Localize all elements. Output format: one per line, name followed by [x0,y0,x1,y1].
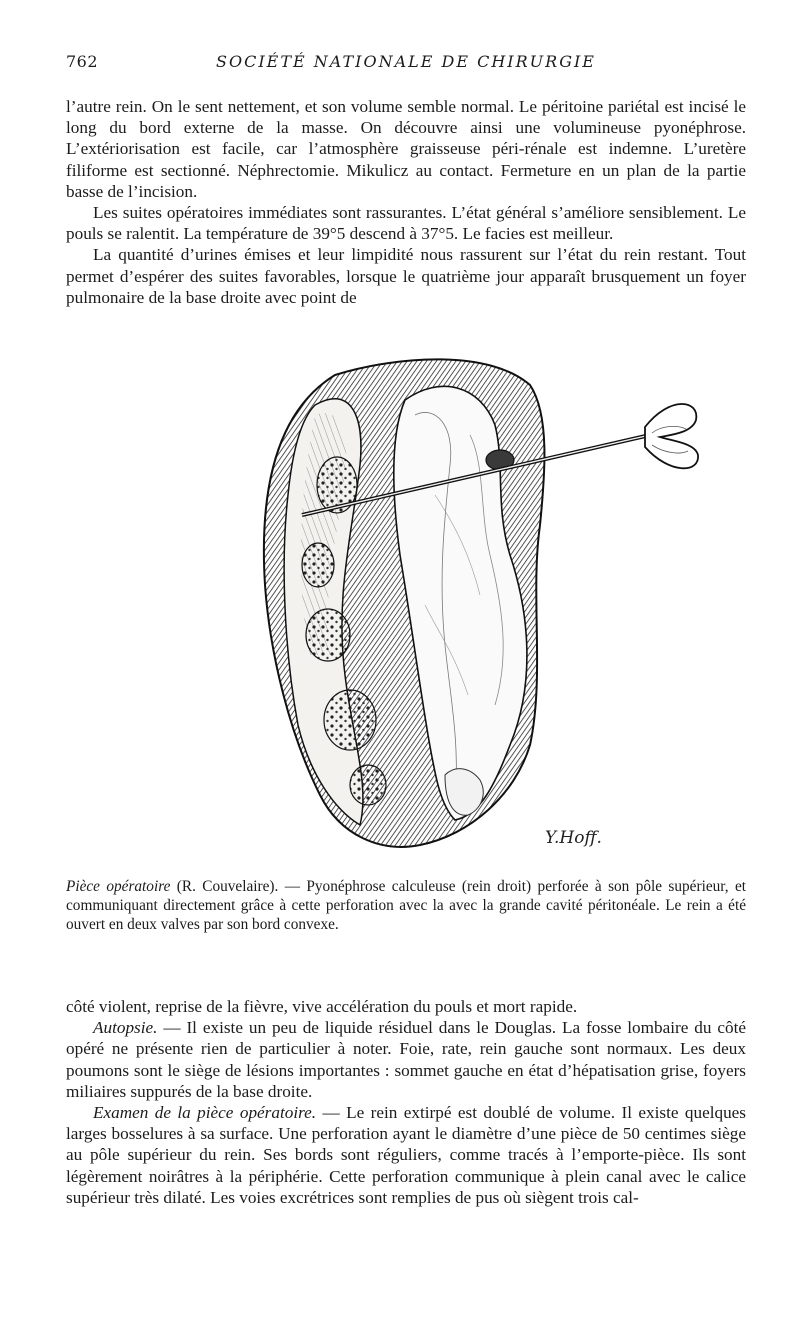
examen-lead: Examen de la pièce opératoire. [93,1103,317,1123]
calculus-2 [302,543,334,587]
probe-handle [645,404,698,468]
autopsie-text: — Il existe un peu de liquide résiduel dans le Douglas. La fosse lombaire du côté opéré ne présente rien de particulier à noter. Foie, rate, rein gauche sont normaux. Les deux poumons sont le siège de lésions importantes : sommet gauche en état d’hépatisation grise, foyers miliaires suppurés de la base droite. [66,1018,746,1101]
calculus-3 [306,609,350,661]
figure-caption [66,877,746,934]
kidney-specimen-figure [240,355,720,865]
paragraph-1: l’autre rein. On le sent nettement, et son volume semble normal. Le péritoine pariétal est incisé le long du bord externe de la masse. On découvre ainsi une volumineuse pyonéphrose. L’extériorisation est facile, car l’atmosphère graisseuse péri-rénale est indemne. L’uretère filiforme est sectionné. Néphrectomie. Mikulicz au contact. Fermeture en un plan de la partie basse de l’incision. [66,97,746,201]
page-header [66,52,746,74]
calculus-4 [324,690,376,750]
running-title: SOCIÉTÉ NATIONALE DE CHIRURGIE [216,52,596,71]
paragraph-autopsie [66,1017,746,1102]
paragraph-3: La quantité d’urines émises et leur limpidité nous rassurent sur l’état du rein restant. Tout permet d’espérer des suites favorables, lorsque le quatrième jour apparaît brusquement un foyer pulmonaire de la base droite avec point de [66,245,746,307]
artist-signature: Y.Hoff. [545,828,602,848]
examen-text: — Le rein extirpé est doublé de volume. Il existe quelques larges bosselures à sa surface. Une perforation ayant le diamètre d’une pièce de 50 centimes siège au pôle supérieur du rein. Ses bords sont réguliers, comme tracés à l’emporte-pièce. Ils sont légèrement noirâtres à la périphérie. Cette perforation communique à plein canal avec le calice supérieur très dilaté. Les voies excrétrices sont remplies de pus où siègent trois cal- [66,1103,747,1207]
kidney-illustration [240,355,720,865]
page-number: 762 [66,52,99,71]
autopsie-lead: Autopsie. [93,1018,158,1038]
calculus-5 [350,765,386,805]
paragraph-4: côté violent, reprise de la fièvre, vive accélération du pouls et mort rapide. [66,997,578,1016]
caption-text: (R. Couvelaire). — Pyonéphrose calculeuse (rein droit) perforée à son pôle supérieur, et communiquant directement grâce à cette perforation avec la avec la grande cavité péritonéale. Le rein a été ouvert en deux valves par son bord convexe. [66,878,746,933]
bottom-text-block [66,996,746,1208]
paragraph-2: Les suites opératoires immédiates sont rassurantes. L’état général s’améliore sensiblement. Le pouls se ralentit. La température de 39°5 descend à 37°5. Le facies est meilleur. [66,203,746,244]
top-text-block [66,96,746,308]
caption-lead: Pièce opératoire [66,878,171,895]
paragraph-examen [66,1102,746,1208]
